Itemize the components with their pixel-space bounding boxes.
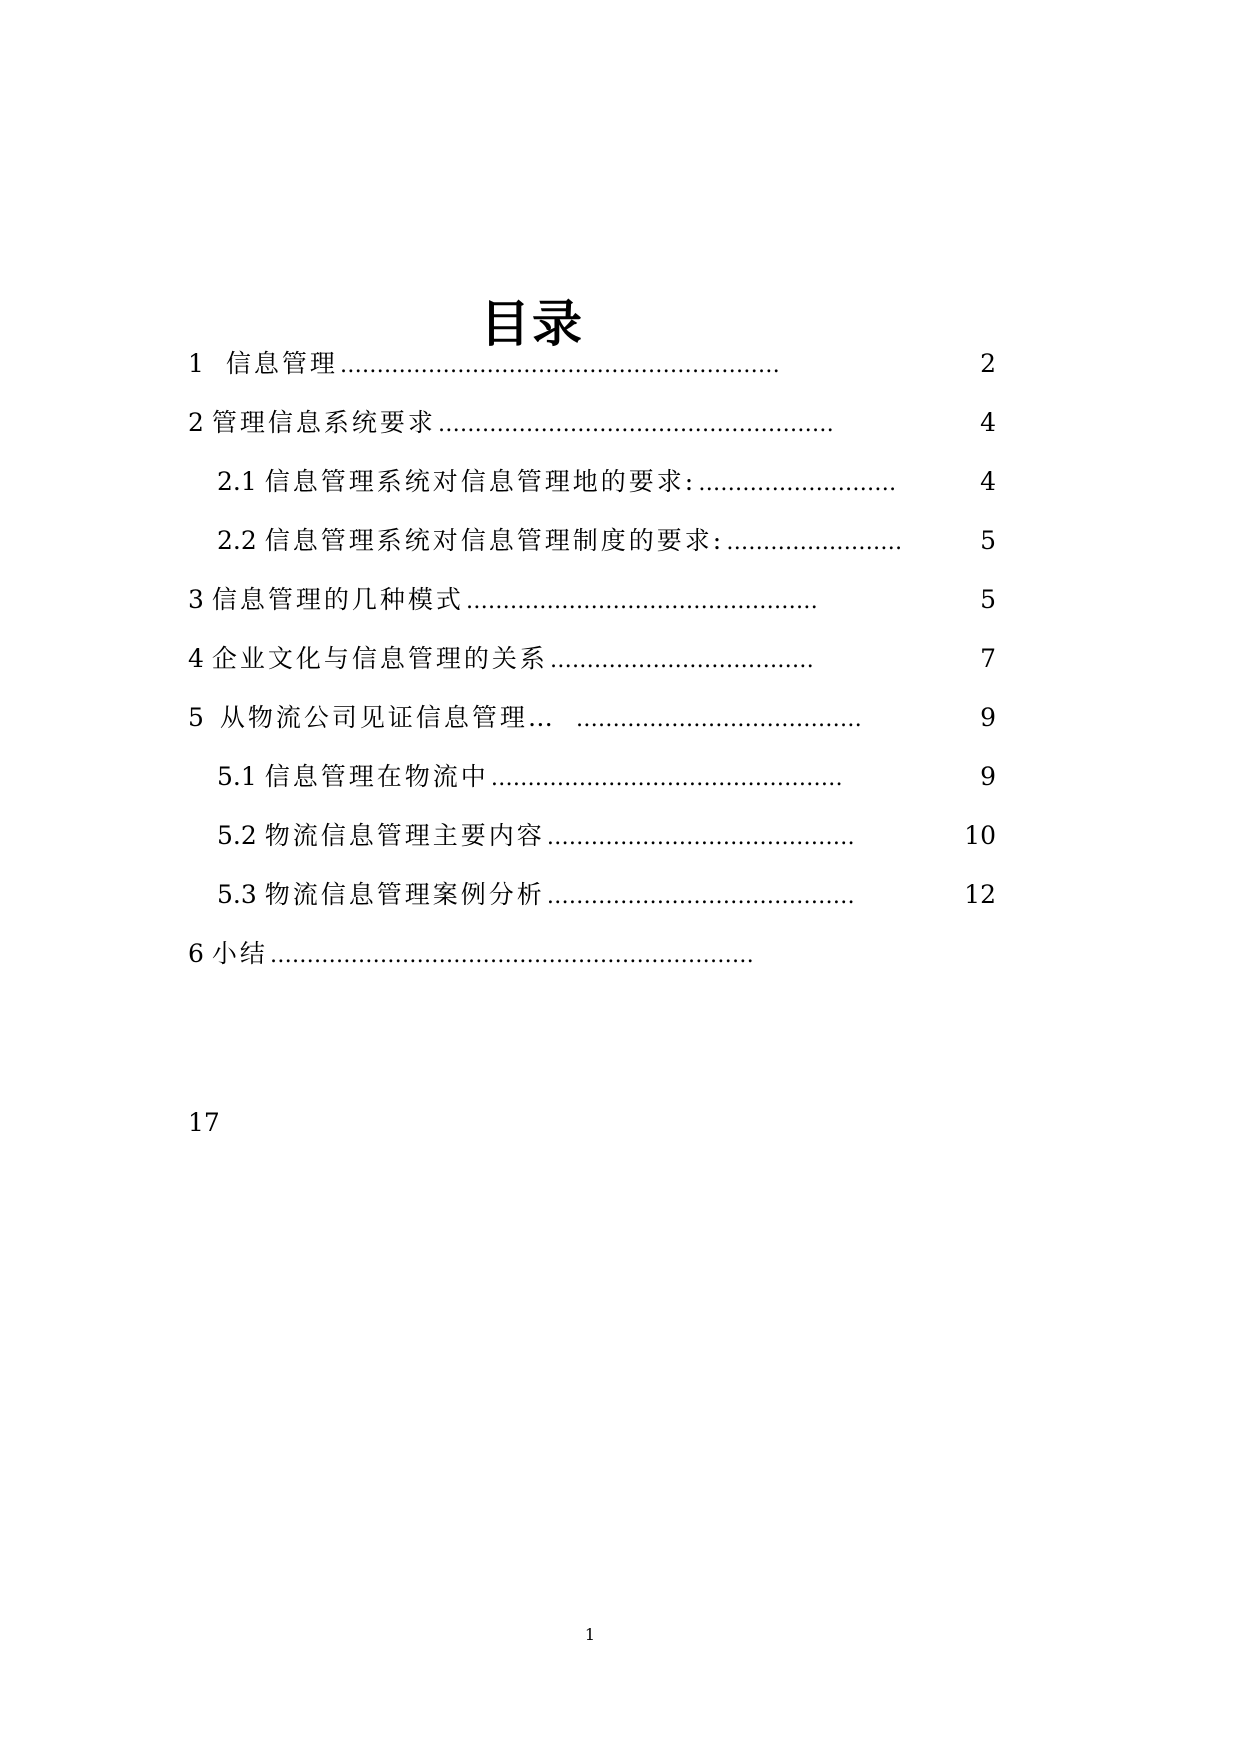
toc-entry-2-2[interactable] xyxy=(217,523,996,561)
toc-entry-5-2[interactable] xyxy=(217,818,996,856)
page-title: 目录 xyxy=(480,295,584,353)
toc-entry-text: 信息管理的几种模式 xyxy=(211,585,464,614)
toc-page-number: 2 xyxy=(980,349,996,378)
toc-entry-number: 5.3 xyxy=(217,880,257,909)
toc-entry-number: 2 xyxy=(188,408,204,437)
toc-dot-leader: …………………………………………………… xyxy=(339,353,780,378)
toc-entry-number: 5.2 xyxy=(217,821,257,850)
toc-entry-number: 1 xyxy=(188,349,204,378)
toc-page-number: 4 xyxy=(980,467,996,496)
toc-entry-number: 5 xyxy=(188,703,204,732)
toc-page-number: 9 xyxy=(980,703,996,732)
toc-dot-leader: ………………………………………………………… xyxy=(269,943,754,968)
toc-entry-3[interactable] xyxy=(188,582,996,620)
toc-page-number: 12 xyxy=(964,880,996,909)
toc-dot-leader: ……………………… xyxy=(698,471,897,496)
toc-entry-text: 物流信息管理案例分析 xyxy=(264,880,545,909)
toc-dot-leader: ………………………………………… xyxy=(490,766,843,791)
toc-entry-number: 4 xyxy=(188,644,204,673)
toc-page-number: 5 xyxy=(980,585,996,614)
toc-entry-number: 5.1 xyxy=(217,762,257,791)
toc-entry-text: 信息管理系统对信息管理制度的要求: xyxy=(264,526,725,555)
toc-entry-text: 物流信息管理主要内容 xyxy=(264,821,545,850)
toc-page-number: 10 xyxy=(964,821,996,850)
toc-entry-number: 2.1 xyxy=(217,467,257,496)
toc-entry-text: 从物流公司见证信息管理… xyxy=(219,703,556,732)
toc-page-number: 9 xyxy=(980,762,996,791)
toc-dot-leader: ………………………………… xyxy=(575,707,862,732)
toc-entry-1[interactable] xyxy=(188,346,996,384)
toc-entry-text: 企业文化与信息管理的关系 xyxy=(211,644,548,673)
toc-page-number: 4 xyxy=(980,408,996,437)
toc-entry-text: 小结 xyxy=(211,939,268,968)
toc-dot-leader: ……………………………… xyxy=(549,648,814,673)
toc-entry-4[interactable] xyxy=(188,641,996,679)
toc-entry-text: 信息管理 xyxy=(225,349,338,378)
toc-dot-leader: …………………………………… xyxy=(546,884,855,909)
toc-entry-text: 管理信息系统要求 xyxy=(211,408,436,437)
toc-entry-number: 2.2 xyxy=(217,526,257,555)
toc-entry-number: 3 xyxy=(188,585,204,614)
toc-entry-6[interactable] xyxy=(188,936,996,974)
toc-dot-leader: ………………………………………… xyxy=(465,589,818,614)
toc-entry-5-1[interactable] xyxy=(217,759,996,797)
toc-entry-5-3[interactable] xyxy=(217,877,996,915)
toc-page-number: 5 xyxy=(980,526,996,555)
toc-dot-leader: …………………… xyxy=(726,530,903,555)
footer-page-number: 1 xyxy=(584,1625,596,1644)
toc-entry-6-page-number: 17 xyxy=(188,1108,220,1137)
toc-entry-2-1[interactable] xyxy=(217,464,996,502)
toc-entry-5[interactable] xyxy=(188,700,996,738)
toc-page-number: 7 xyxy=(980,644,996,673)
toc-entry-2[interactable] xyxy=(188,405,996,443)
toc-dot-leader: ……………………………………………… xyxy=(437,412,834,437)
toc-dot-leader: …………………………………… xyxy=(546,825,855,850)
toc-entry-number: 6 xyxy=(188,939,204,968)
toc-entry-text: 信息管理系统对信息管理地的要求: xyxy=(264,467,697,496)
toc-entry-text: 信息管理在物流中 xyxy=(264,762,489,791)
